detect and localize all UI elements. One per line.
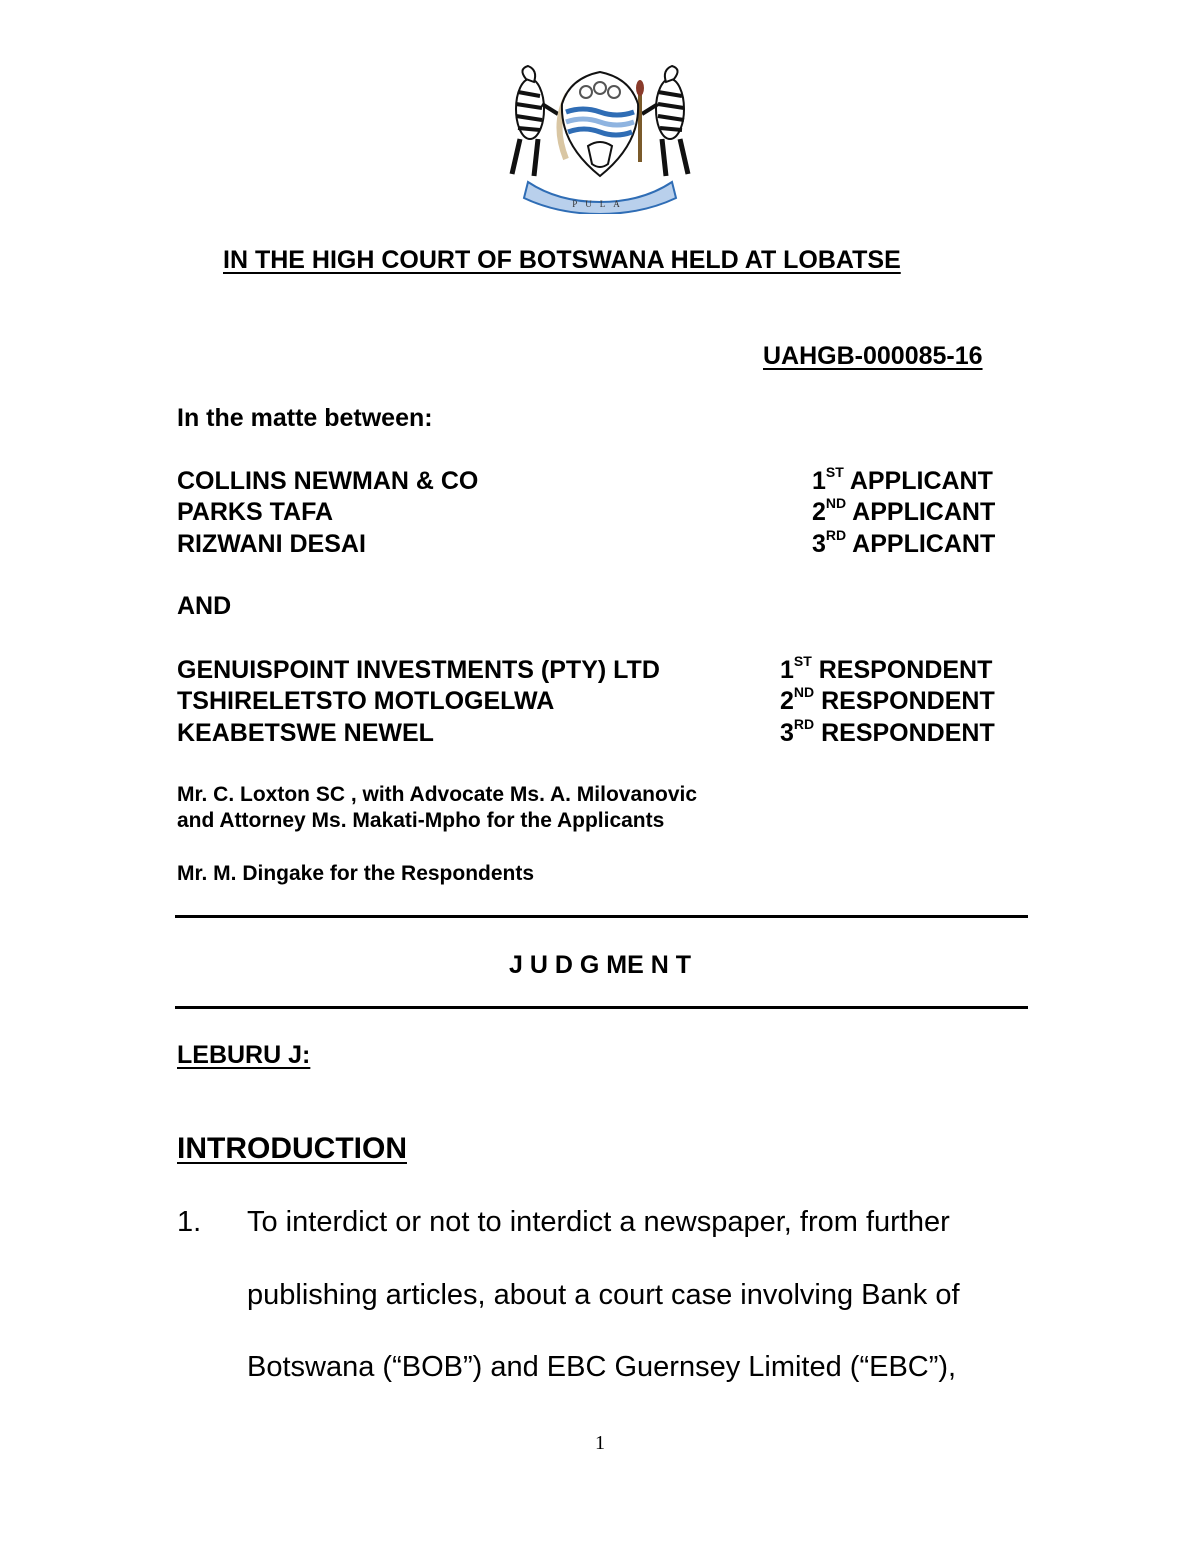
left-zebra <box>512 66 558 176</box>
and-separator: AND <box>177 592 232 620</box>
respondents-counsel: Mr. M. Dingake for the Respondents <box>177 862 535 885</box>
paragraph-line: Botswana (“BOB”) and EBC Guernsey Limited (“EBC”), <box>247 1351 957 1383</box>
applicant-role: 2ND APPLICANT <box>812 495 996 526</box>
right-zebra <box>636 66 688 176</box>
applicants-counsel-line-2: and Attorney Ms. Makati-Mpho for the Applicants <box>177 809 665 832</box>
paragraph-line: To interdict or not to interdict a newspaper, from further <box>247 1206 950 1238</box>
case-number: UAHGB-000085-16 <box>763 342 983 370</box>
divider-bottom <box>175 1006 1028 1009</box>
divider-top <box>175 915 1028 918</box>
matter-intro: In the matte between: <box>177 404 433 432</box>
paragraph-line: publishing articles, about a court case involving Bank of <box>247 1279 960 1311</box>
motto-scroll <box>524 182 676 214</box>
applicant-name: RIZWANI DESAI <box>177 530 366 558</box>
applicant-role: 1ST APPLICANT <box>812 464 993 495</box>
botswana-coat-of-arms <box>498 64 702 214</box>
judge-name: LEBURU J: <box>177 1041 311 1069</box>
court-title: IN THE HIGH COURT OF BOTSWANA HELD AT LOBATSE <box>223 246 901 274</box>
applicant-role: 3RD APPLICANT <box>812 527 996 558</box>
paragraph-number: 1. <box>177 1206 202 1238</box>
crest-motto: PULA <box>572 199 628 209</box>
applicant-name: COLLINS NEWMAN & CO <box>177 467 479 495</box>
respondent-name: KEABETSWE NEWEL <box>177 719 434 747</box>
applicants-counsel-line-1: Mr. C. Loxton SC , with Advocate Ms. A. Milovanovic <box>177 783 698 806</box>
respondent-role: 3RD RESPONDENT <box>780 716 995 747</box>
respondent-role: 2ND RESPONDENT <box>780 684 995 715</box>
judgment-title: J U D G ME N T <box>509 951 691 979</box>
respondent-role: 1ST RESPONDENT <box>780 653 993 684</box>
respondent-name: GENUISPOINT INVESTMENTS (PTY) LTD <box>177 656 660 684</box>
page-number: 1 <box>595 1432 605 1454</box>
respondent-name: TSHIRELETSTO MOTLOGELWA <box>177 687 555 715</box>
applicant-name: PARKS TAFA <box>177 498 334 526</box>
section-heading: INTRODUCTION <box>177 1132 407 1165</box>
